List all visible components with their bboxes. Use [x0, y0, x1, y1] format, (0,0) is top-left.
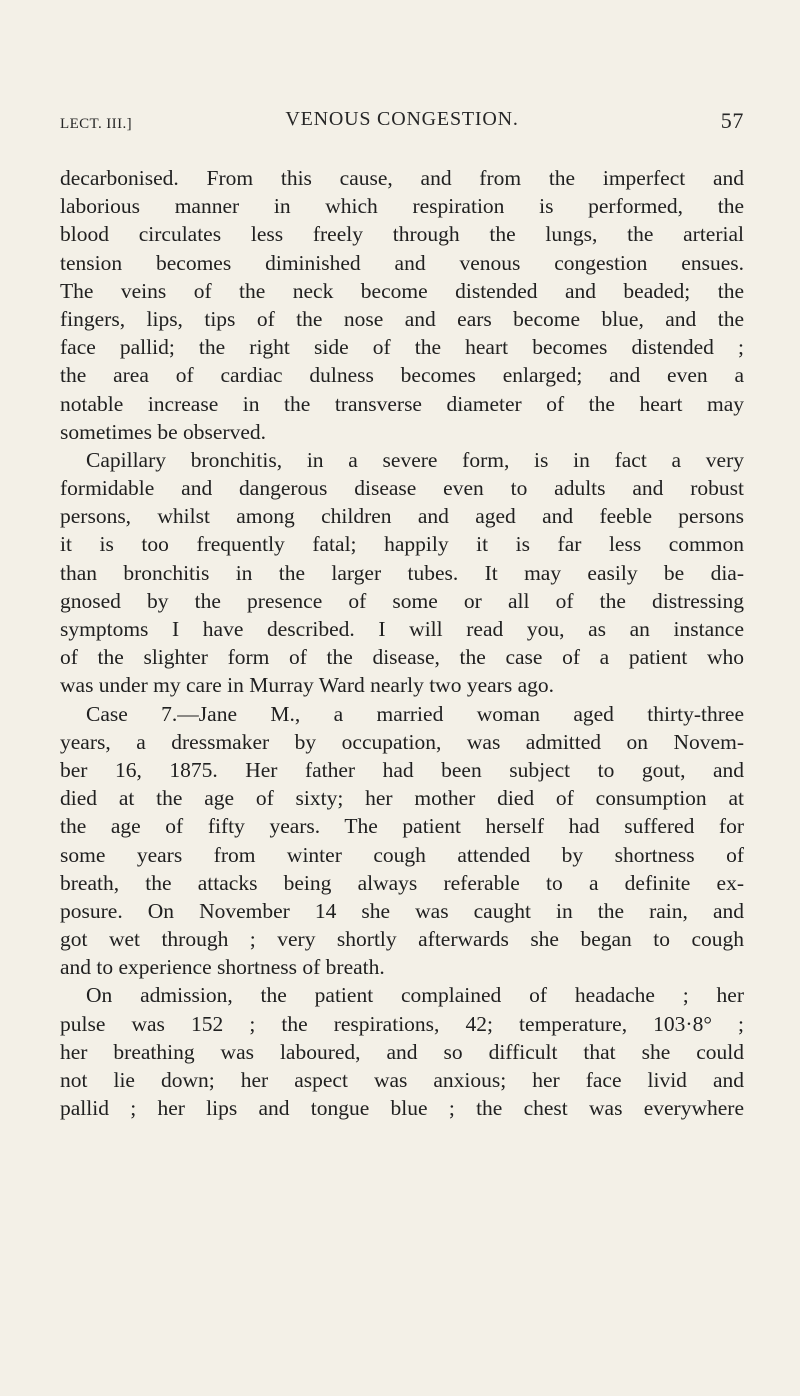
text-line: ber 16, 1875. Her father had been subject to gout, and	[60, 757, 744, 782]
text-line: symptoms I have described. I will read you, as an instance	[60, 617, 744, 641]
text-line: blood circulates less freely through the lungs, the arterial	[60, 222, 744, 247]
book-page	[60, 0, 744, 1396]
text-line: got wet through ; very shortly afterwards she began to cough	[60, 927, 744, 952]
text-line: The veins of the neck become distended and beaded; the	[60, 278, 744, 303]
text-line: sometimes be observed.	[60, 419, 266, 444]
text-line: notable increase in the transverse diameter of the heart may	[60, 391, 744, 416]
text-line: the age of fifty years. The patient herself had suffered for	[60, 814, 744, 839]
text-line: gnosed by the presence of some or all of the distressing	[60, 588, 744, 613]
text-line: pallid ; her lips and tongue blue ; the chest was everywhere	[60, 1096, 744, 1121]
text-line: some years from winter cough attended by shortness of	[60, 842, 744, 867]
text-line: not lie down; her aspect was anxious; her face livid and	[60, 1068, 744, 1092]
text-line: face pallid; the right side of the heart becomes distended ;	[60, 335, 744, 360]
text-line: years, a dressmaker by occupation, was admitted on Novem-	[60, 729, 744, 754]
text-line: fingers, lips, tips of the nose and ears become blue, and the	[60, 306, 744, 331]
page-number: 57	[720, 108, 744, 133]
text-line: breath, the attacks being always referable to a definite ex-	[60, 870, 744, 895]
text-line: decarbonised. From this cause, and from the imperfect and	[60, 166, 744, 190]
text-line: Capillary bronchitis, in a severe form, is in fact a very	[86, 447, 744, 472]
text-line: persons, whilst among children and aged and feeble persons	[60, 504, 744, 529]
text-line: Case 7.—Jane M., a married woman aged thirty-three	[86, 701, 744, 726]
lecture-marker: LECT. III.]	[60, 116, 133, 132]
running-head	[60, 108, 744, 142]
text-line: formidable and dangerous disease even to adults and robust	[60, 476, 744, 501]
text-line: was under my care in Murray Ward nearly two years ago.	[60, 673, 554, 698]
text-line: than bronchitis in the larger tubes. It may easily be dia-	[60, 560, 744, 585]
text-line: laborious manner in which respiration is performed, the	[60, 194, 744, 219]
text-line: and to experience shortness of breath.	[60, 955, 385, 980]
text-line: posure. On November 14 she was caught in the rain, and	[60, 898, 744, 923]
body-text	[60, 164, 744, 1122]
text-line: it is too frequently fatal; happily it is far less common	[60, 532, 744, 557]
text-line: On admission, the patient complained of headache ; her	[86, 983, 744, 1008]
text-line: of the slighter form of the disease, the case of a patient who	[60, 645, 744, 670]
page-title: VENOUS CONGESTION.	[285, 108, 519, 130]
text-line: pulse was 152 ; the respirations, 42; temperature, 103·8° ;	[60, 1011, 744, 1036]
text-line: died at the age of sixty; her mother died of consumption at	[60, 786, 744, 811]
text-line: tension becomes diminished and venous congestion ensues.	[60, 250, 744, 275]
text-line: the area of cardiac dulness becomes enlarged; and even a	[60, 363, 744, 388]
text-line: her breathing was laboured, and so difficult that she could	[60, 1039, 744, 1064]
